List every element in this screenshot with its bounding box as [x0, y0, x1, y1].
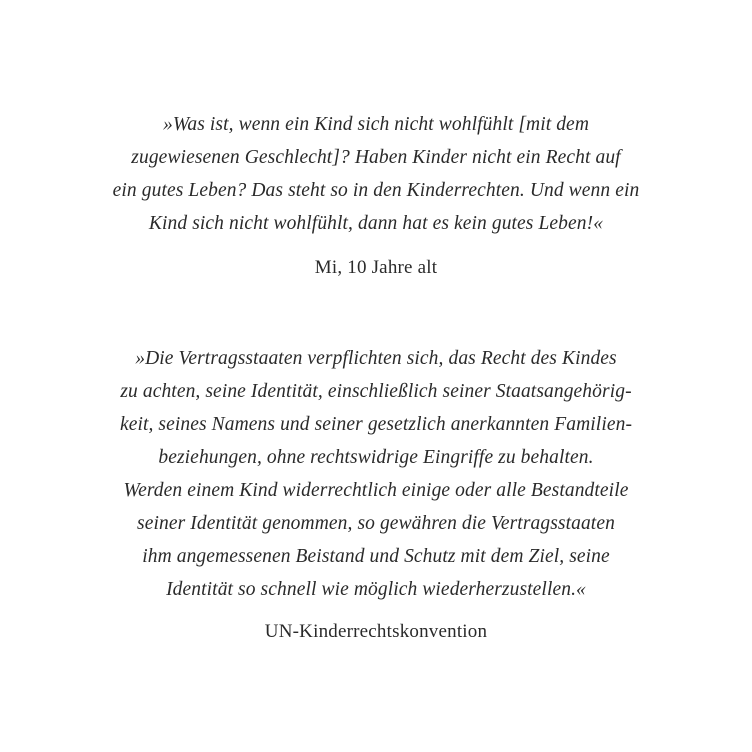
quote-block-convention [40, 342, 712, 646]
quote-attribution: UN-Kinderrechtskonvention [264, 621, 488, 642]
quote-line: »Die Vertragsstaaten verpflichten sich, das Recht des Kindes [135, 348, 617, 369]
quote-attribution: Mi, 10 Jahre alt [314, 257, 438, 278]
quote-line: »Was ist, wenn ein Kind sich nicht wohlfühlt [mit dem [163, 114, 589, 135]
quote-line: beziehungen, ohne rechtswidrige Eingriffe zu behalten. [158, 447, 594, 468]
quote-block-child [40, 108, 712, 282]
quote-line: Identität so schnell wie möglich wiederherzustellen.« [166, 579, 586, 600]
quote-line: ihm angemessenen Beistand und Schutz mit dem Ziel, seine [142, 546, 610, 567]
quote-line: Kind sich nicht wohlfühlt, dann hat es kein gutes Leben!« [148, 213, 604, 234]
quote-line: zugewiesenen Geschlecht]? Haben Kinder nicht ein Recht auf [131, 147, 621, 168]
quote-line: Werden einem Kind widerrechtlich einige oder alle Bestandteile [123, 480, 629, 501]
quote-line: keit, seines Namens und seiner gesetzlich anerkannten Familien- [119, 414, 633, 435]
quote-line: zu achten, seine Identität, einschließlich seiner Staatsangehörig- [120, 381, 632, 402]
quote-line: seiner Identität genommen, so gewähren die Vertragsstaaten [137, 513, 615, 534]
quote-line: ein gutes Leben? Das steht so in den Kinderrechten. Und wenn ein [112, 180, 640, 201]
